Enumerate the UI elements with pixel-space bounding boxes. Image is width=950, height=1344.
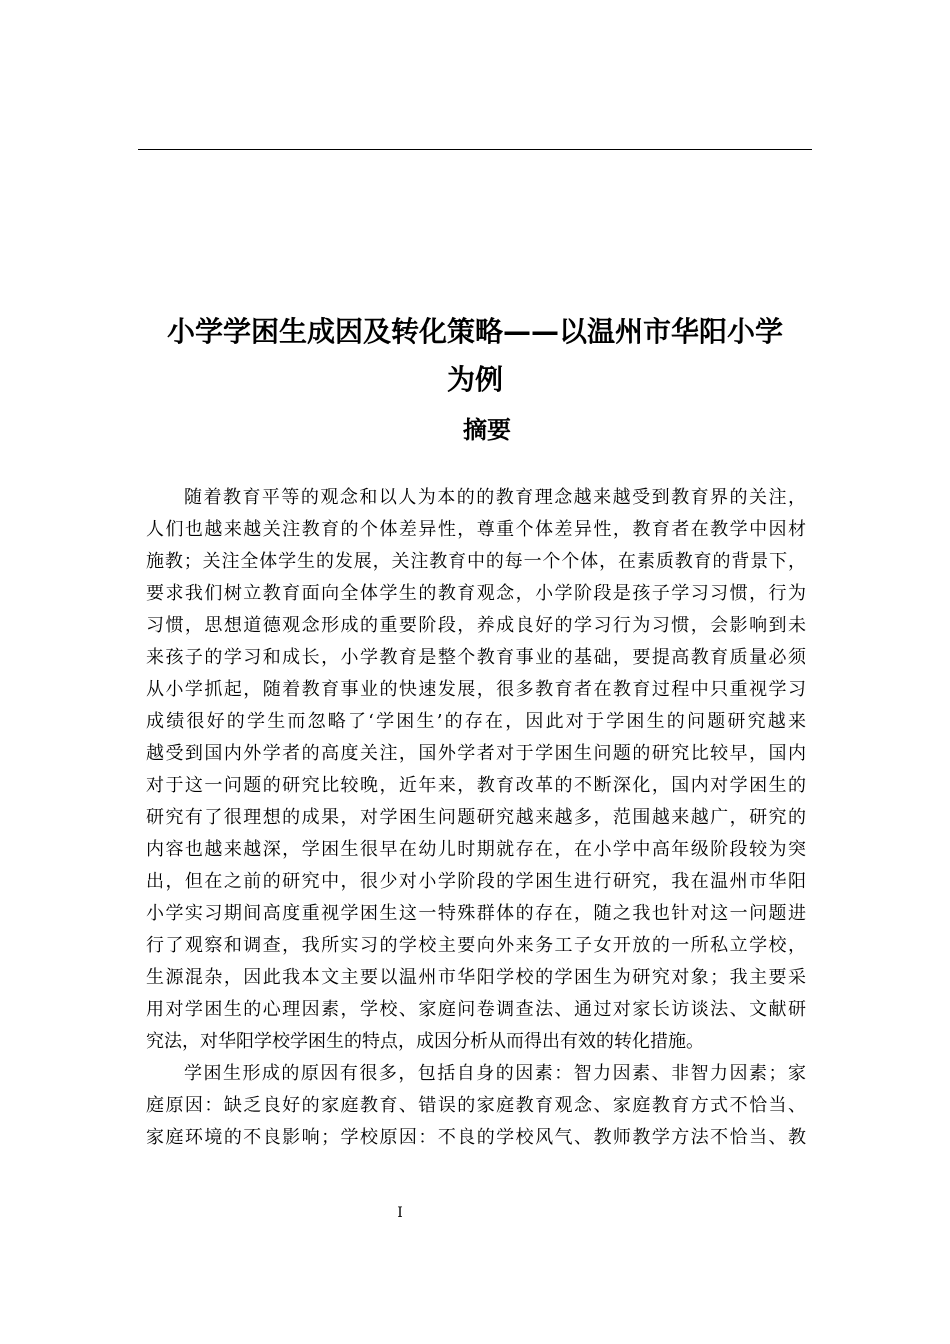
text-line: 家庭环境的不良影响；学校原因：不良的学校风气、教师教学方法不恰当、教 [146,1127,806,1148]
text-line: 人们也越来越关注教育的个体差异性，尊重个体差异性，教育者在教学中因材 [146,519,806,540]
text-line: 究法，对华阳学校学困生的特点，成因分析从而得出有效的转化措施。 [146,1031,704,1052]
title-line-2: 为例 [446,363,503,396]
text-line: 学困生形成的原因有很多，包括自身的因素：智力因素、非智力因素；家 [184,1063,806,1084]
title-line-1: 小学学困生成因及转化策略——以温州市华阳小学 [166,315,783,348]
text-line: 生源混杂，因此我本文主要以温州市华阳学校的学困生为研究对象；我主要采 [146,967,806,988]
text-line: 随着教育平等的观念和以人为本的的教育理念越来越受到教育界的关注， [184,487,806,508]
text-line: 从小学抓起，随着教育事业的快速发展，很多教育者在教育过程中只重视学习 [146,679,806,700]
page-number: I [397,1205,403,1221]
text-line: 习惯，思想道德观念形成的重要阶段，养成良好的学习行为习惯，会影响到未 [146,615,806,636]
header-rule [138,149,812,150]
text-line: 用对学困生的心理因素，学校、家庭问卷调查法、通过对家长访谈法、文献研 [146,999,806,1020]
paragraph-1 [146,482,806,1058]
text-line: 越受到国内外学者的高度关注，国外学者对于学困生问题的研究比较早，国内 [146,743,806,764]
text-line: 出，但在之前的研究中，很少对小学阶段的学困生进行研究，我在温州市华阳 [146,871,806,892]
text-line: 内容也越来越深，学困生很早在幼儿时期就存在，在小学中高年级阶段较为突 [146,839,806,860]
paragraph-2 [146,1058,806,1154]
text-line: 对于这一问题的研究比较晚，近年来，教育改革的不断深化，国内对学困生的 [146,775,806,796]
abstract-heading: 摘要 [463,416,511,444]
text-line: 行了观察和调查，我所实习的学校主要向外来务工子女开放的一所私立学校， [146,935,806,956]
text-line: 施教；关注全体学生的发展，关注教育中的每一个个体，在素质教育的背景下， [146,551,806,572]
document-title [140,308,810,404]
text-line: 小学实习期间高度重视学困生这一特殊群体的存在，随之我也针对这一问题进 [146,903,806,924]
abstract-body [146,482,806,1154]
text-line: 研究有了很理想的成果，对学困生问题研究越来越多，范围越来越广，研究的 [146,807,806,828]
text-line: 庭原因：缺乏良好的家庭教育、错误的家庭教育观念、家庭教育方式不恰当、 [146,1095,806,1116]
text-line: 成绩很好的学生而忽略了‘学困生’的存在，因此对于学困生的问题研究越来 [146,711,806,732]
text-line: 来孩子的学习和成长，小学教育是整个教育事业的基础，要提高教育质量必须 [146,647,806,668]
text-line: 要求我们树立教育面向全体学生的教育观念，小学阶段是孩子学习习惯，行为 [146,583,806,604]
